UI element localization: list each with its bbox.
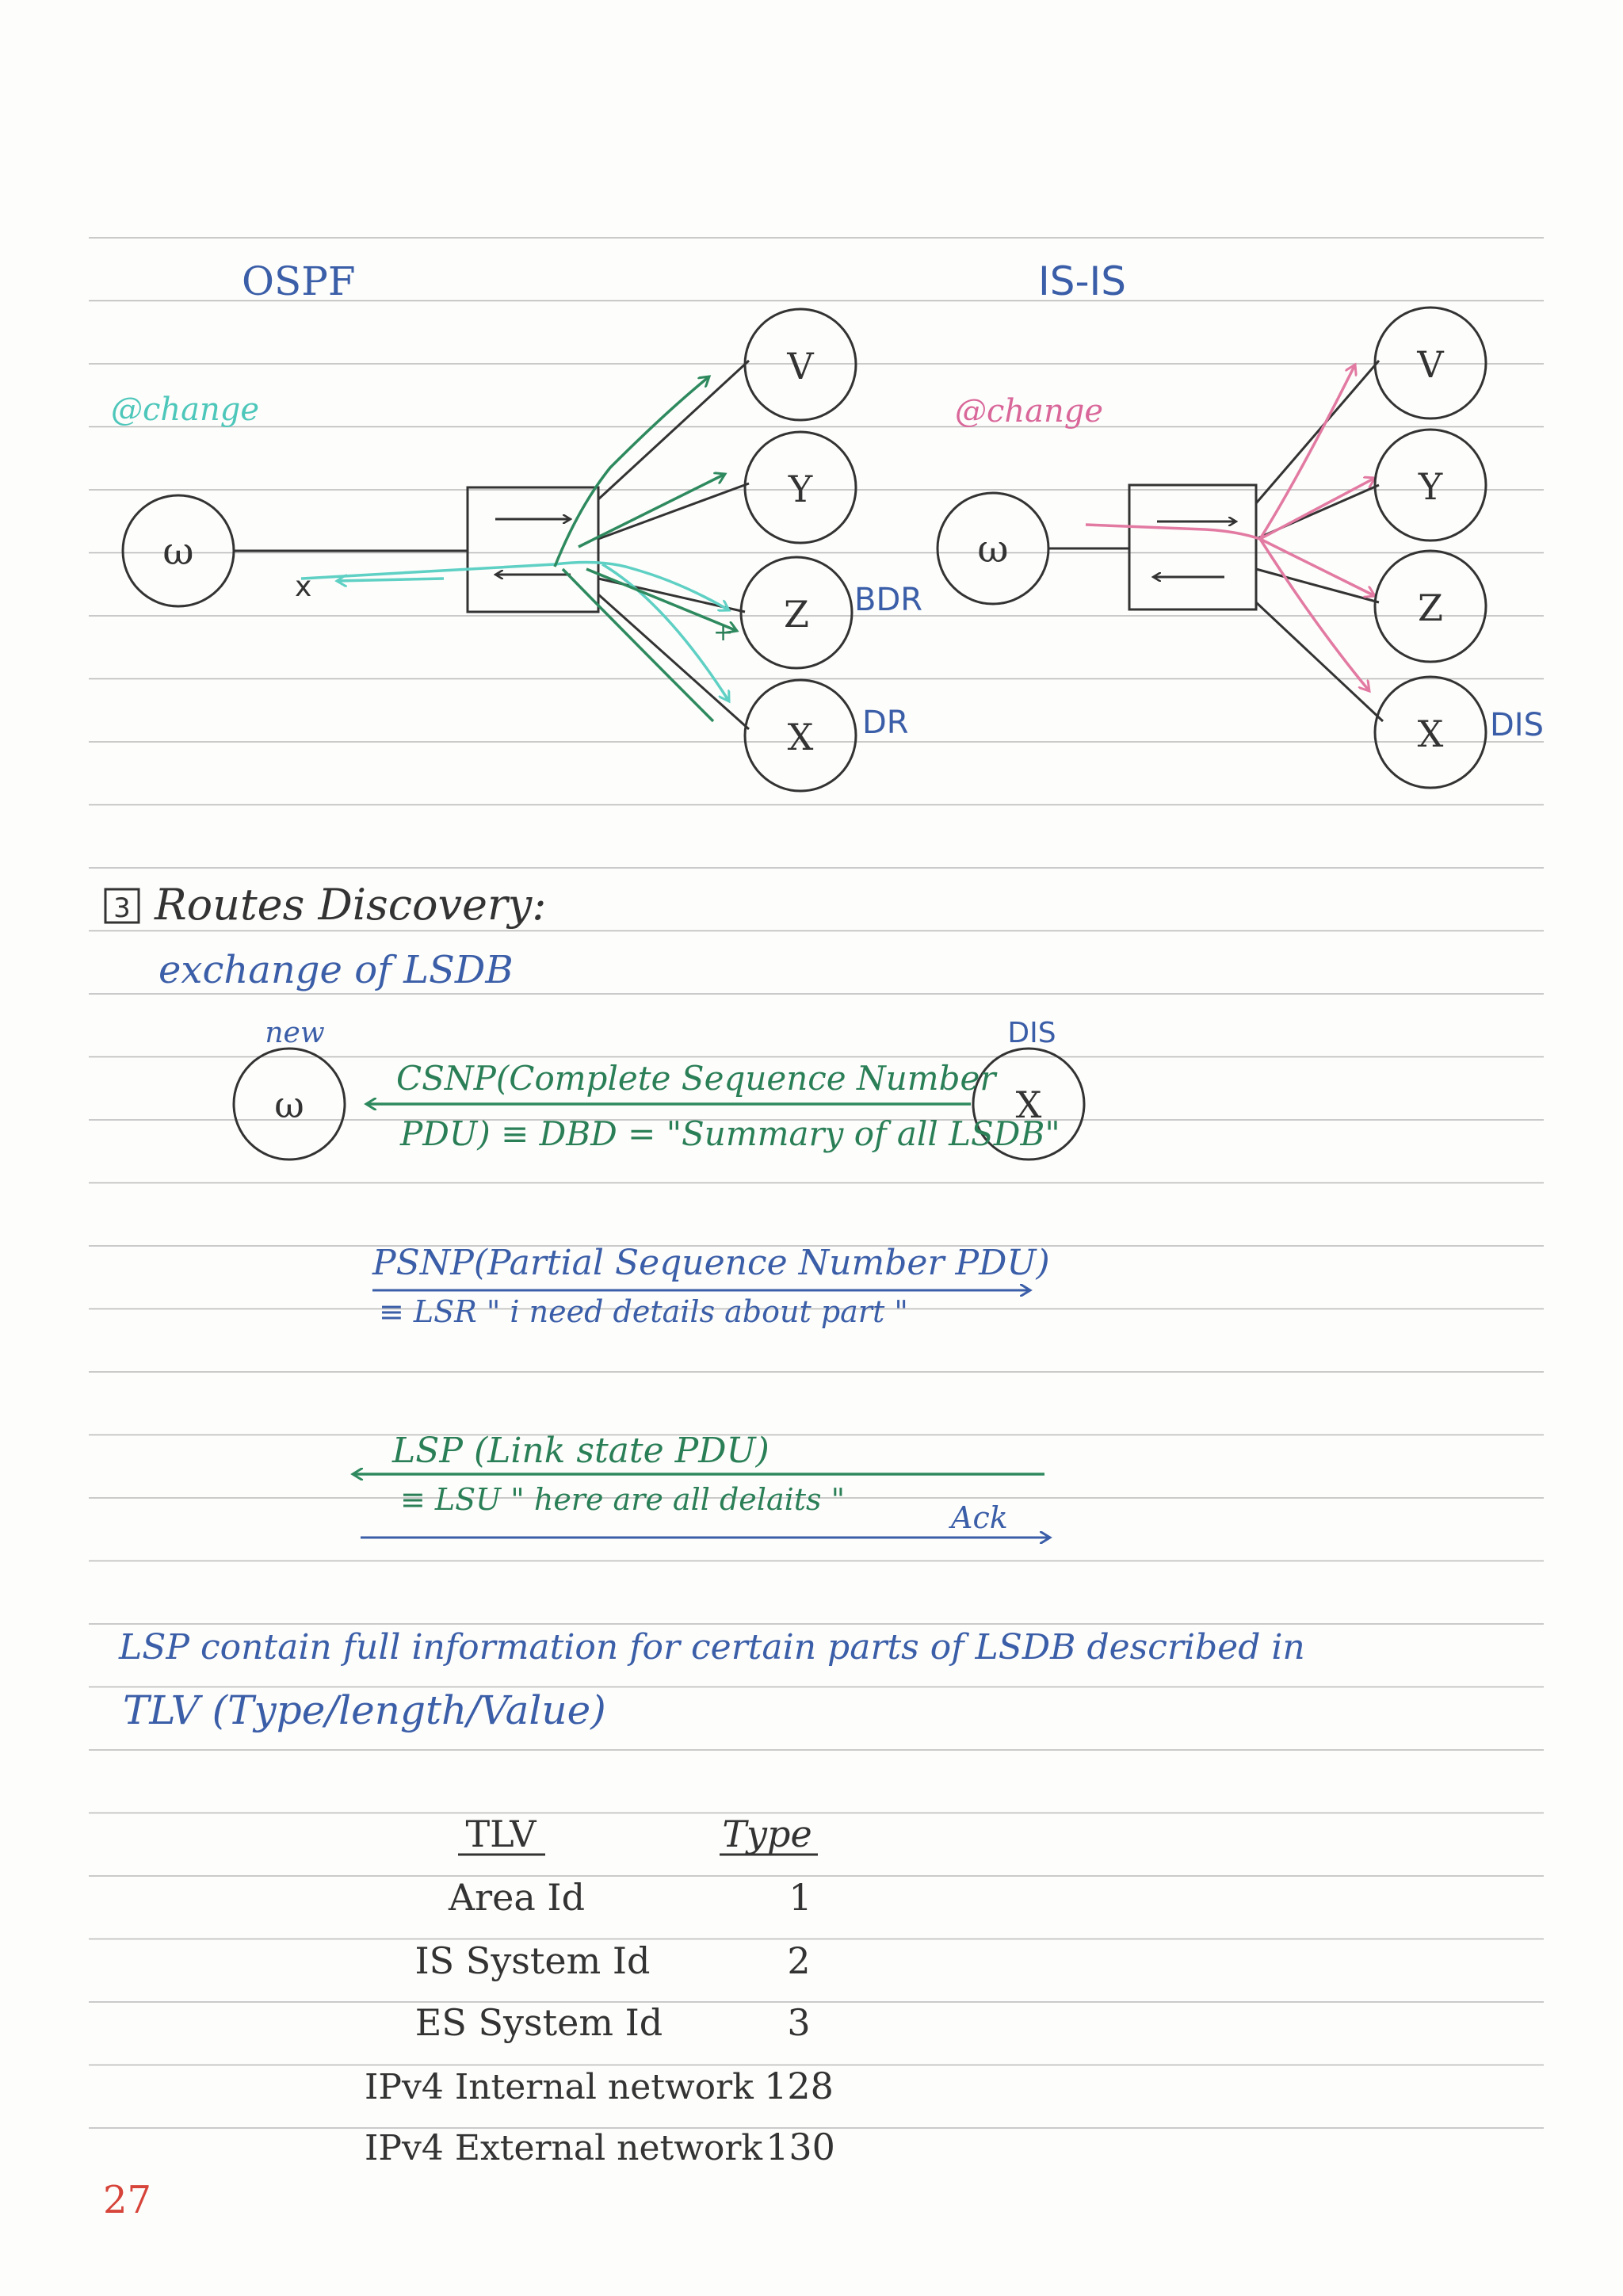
ospf-source-label: ω bbox=[162, 529, 194, 574]
ospf-lost-mark: x bbox=[295, 571, 312, 603]
section-title: Routes Discovery: bbox=[155, 880, 547, 930]
tlv-type: 3 bbox=[787, 2001, 811, 2044]
csnp-text-line2: PDU) ≡ DBD = "Summary of all LSDB" bbox=[400, 1114, 1060, 1153]
isis-title: IS-IS bbox=[1038, 258, 1127, 304]
section-subtitle: exchange of LSDB bbox=[158, 948, 514, 992]
isis-node-v-label: V bbox=[1417, 343, 1444, 386]
isis-diagram bbox=[938, 258, 1544, 788]
table-row bbox=[448, 1876, 812, 1919]
tlv-header-tlv: TLV bbox=[465, 1813, 537, 1855]
isis-source-label: ω bbox=[977, 527, 1009, 571]
ospf-node-v-label: V bbox=[787, 345, 814, 388]
ospf-node-x-label: X bbox=[787, 716, 814, 758]
ospf-flood-to-y bbox=[579, 474, 725, 547]
isis-link-z bbox=[1256, 569, 1379, 602]
ospf-link-x bbox=[598, 594, 749, 729]
ospf-node-z-label: Z bbox=[784, 593, 809, 636]
tlv-name: IPv4 External network bbox=[365, 2128, 763, 2168]
ack-label: Ack bbox=[951, 1500, 1008, 1535]
psnp-text-line1: PSNP(Partial Sequence Number PDU) bbox=[372, 1243, 1050, 1283]
tlv-name: ES System Id bbox=[414, 2001, 663, 2044]
isis-dis-label: DIS bbox=[1490, 707, 1544, 743]
ospf-bdr-label: BDR bbox=[854, 582, 923, 618]
isis-node-z-label: Z bbox=[1418, 586, 1443, 629]
ospf-flood-to-v bbox=[555, 376, 709, 567]
ospf-link-v bbox=[598, 361, 749, 499]
table-row bbox=[365, 2126, 835, 2168]
tlv-name: Area Id bbox=[448, 1876, 586, 1919]
table-row bbox=[415, 2001, 811, 2044]
new-router-label: new bbox=[265, 1017, 325, 1049]
isis-change-in bbox=[1086, 525, 1260, 539]
ospf-flood-mark: + bbox=[713, 619, 734, 647]
isis-link-x bbox=[1256, 602, 1383, 721]
isis-change-label: @change bbox=[955, 393, 1104, 430]
tlv-header-type: Type bbox=[722, 1813, 812, 1855]
routes-discovery-section bbox=[105, 880, 547, 992]
ospf-change-to-z bbox=[301, 563, 729, 610]
tlv-name: IS System Id bbox=[414, 1939, 651, 1982]
tlv-type: 1 bbox=[789, 1876, 812, 1919]
isis-node-y-label: Y bbox=[1418, 465, 1443, 508]
ospf-router-box bbox=[468, 487, 598, 612]
tlv-type: 2 bbox=[787, 1939, 811, 1982]
isis-router-box bbox=[1129, 485, 1256, 609]
ospf-node-y-label: Y bbox=[788, 468, 813, 510]
ospf-title: OSPF bbox=[242, 258, 356, 304]
exchange-new-node-label: ω bbox=[274, 1083, 304, 1126]
table-row bbox=[365, 2065, 834, 2107]
table-row bbox=[415, 1939, 811, 1982]
tlv-type: 128 bbox=[764, 2065, 834, 2107]
ospf-diagram bbox=[111, 258, 922, 791]
page-number: 27 bbox=[103, 2178, 152, 2222]
ruled-lines bbox=[89, 238, 1544, 2128]
isis-flood-to-x bbox=[1260, 539, 1369, 691]
lsp-paragraph bbox=[118, 1627, 1305, 1733]
csnp-text-line1: CSNP(Complete Sequence Number bbox=[396, 1059, 996, 1098]
ospf-teal-return bbox=[337, 579, 444, 581]
lsp-text-line2: ≡ LSU " here are all delaits " bbox=[400, 1482, 846, 1517]
tlv-table bbox=[365, 1813, 835, 2168]
tlv-name: IPv4 Internal network bbox=[365, 2067, 754, 2107]
dis-router-label: DIS bbox=[1007, 1017, 1056, 1049]
ospf-link-y bbox=[598, 483, 749, 539]
paragraph-line1: LSP contain full information for certain parts of LSDB described in bbox=[119, 1627, 1305, 1668]
lsdb-exchange bbox=[234, 1017, 1084, 1538]
paragraph-line2: TLV (Type/length/Value) bbox=[123, 1687, 606, 1733]
isis-node-x-label: X bbox=[1417, 712, 1444, 755]
isis-link-v bbox=[1256, 361, 1379, 503]
psnp-text-line2: ≡ LSR " i need details about part " bbox=[379, 1294, 908, 1329]
ospf-dr-label: DR bbox=[862, 705, 909, 741]
exchange-dis-node-label: X bbox=[1015, 1083, 1042, 1126]
section-number: 3 bbox=[113, 892, 131, 924]
tlv-type: 130 bbox=[766, 2126, 835, 2168]
ospf-change-label: @change bbox=[111, 392, 260, 428]
lsp-text-line1: LSP (Link state PDU) bbox=[392, 1431, 769, 1471]
